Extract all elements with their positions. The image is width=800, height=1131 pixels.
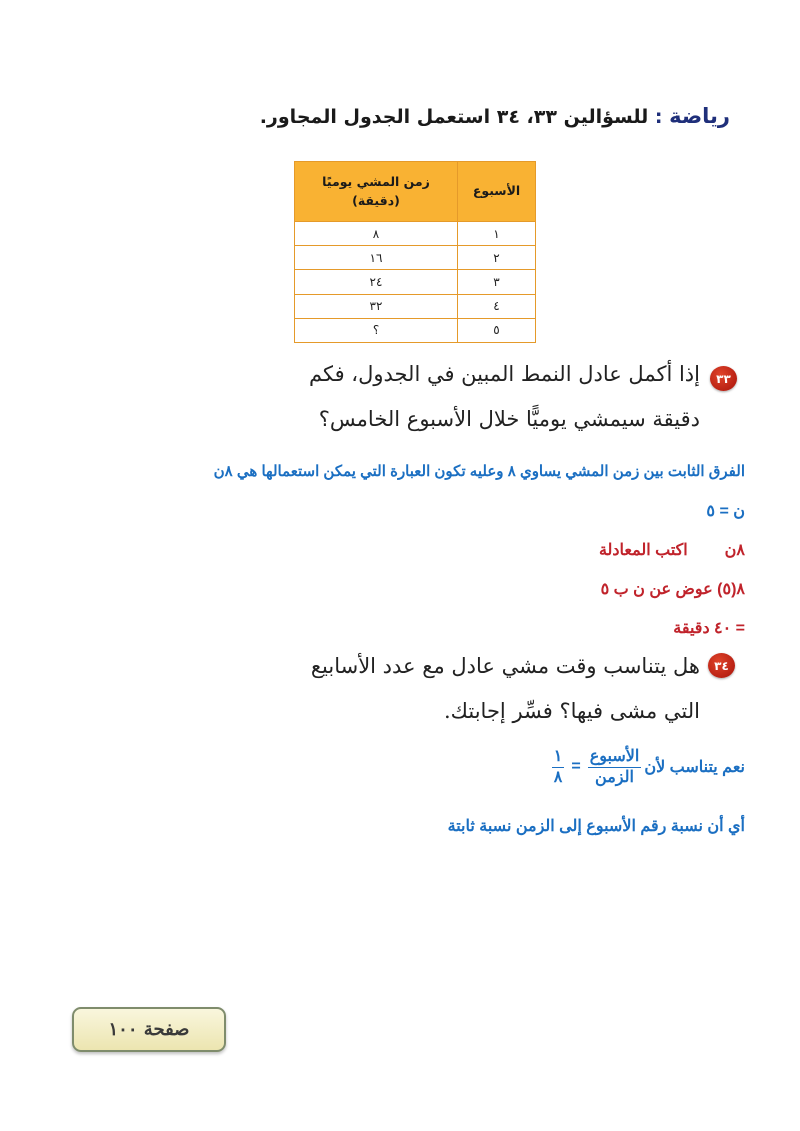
answer-33-line3: [599, 540, 745, 560]
table-cell-time: ٢٤: [295, 270, 458, 294]
question-34-line2: التي مشى فيها؟ فسِّر إجابتك.: [444, 699, 700, 723]
answer-34-prefix: نعم يتناسب لأن: [644, 759, 745, 777]
section-header: [260, 104, 730, 128]
fraction-denominator: ٨: [553, 768, 563, 786]
question-34-line1: هل يتناسب وقت مشي عادل مع عدد الأسابيع: [310, 654, 700, 678]
table-row: [295, 318, 536, 342]
page-number: صفحة ١٠٠: [108, 1019, 190, 1040]
question-33-badge: [710, 366, 737, 391]
fraction-denominator: الزمن: [595, 768, 634, 786]
answer-33-substitution: ٨(٥): [717, 581, 745, 598]
table-cell-week: ٢: [458, 246, 536, 270]
answer-33-line1: الفرق الثابت بين زمن المشي يساوي ٨ وعليه تكون العبارة التي يمكن استعمالها هي ٨ن: [213, 463, 745, 480]
table-row: [295, 246, 536, 270]
answer-34-line2: أي أن نسبة رقم الأسبوع إلى الزمن نسبة ثابتة: [447, 818, 745, 835]
table-cell-time: ؟: [295, 318, 458, 342]
fraction-numerator: الأسبوع: [588, 748, 642, 768]
table-row: [295, 270, 536, 294]
walking-table: [294, 161, 536, 343]
table-header-time: [295, 162, 458, 222]
table-header-time-label: زمن المشي يوميًا: [322, 173, 430, 189]
header-separator: :: [654, 106, 663, 128]
table-row: [295, 222, 536, 246]
table-cell-week: ٣: [458, 270, 536, 294]
table-cell-week: ٤: [458, 294, 536, 318]
question-34-number: ٣٤: [714, 658, 729, 673]
question-34-badge: [708, 653, 735, 678]
question-33-line1: إذا أكمل عادل النمط المبين في الجدول، فكم: [309, 362, 700, 386]
page-number-tab: [72, 1007, 226, 1052]
table-cell-time: ١٦: [295, 246, 458, 270]
answer-34-line1: [549, 748, 745, 786]
equals-sign: =: [571, 758, 581, 776]
header-text: للسؤالين ٣٣، ٣٤ استعمل الجدول المجاور.: [259, 106, 649, 128]
table-cell-week: ١: [458, 222, 536, 246]
fraction-numerator: ١: [552, 748, 565, 768]
answer-33-result: = ٤٠ دقيقة: [673, 620, 745, 637]
table-cell-time: ٣٢: [295, 294, 458, 318]
fraction-week-over-time: [588, 748, 642, 786]
table-cell-time: ٨: [295, 222, 458, 246]
table-header-week-label: الأسبوع: [472, 183, 521, 199]
table-cell-week: ٥: [458, 318, 536, 342]
answer-33-expr: ٨ن: [724, 542, 745, 559]
answer-33-line2: ن = ٥: [706, 503, 745, 520]
question-33-number: ٣٣: [716, 371, 731, 386]
table-header-time-unit: (دقيقة): [352, 192, 400, 208]
header-keyword: رياضة: [669, 104, 730, 128]
question-33-line2: دقيقة سيمشي يوميًّا خلال الأسبوع الخامس؟: [318, 407, 700, 431]
fraction-one-eighth: [552, 748, 565, 786]
answer-33-line4: [601, 579, 745, 599]
table-header-week: [458, 162, 536, 222]
table-row: [295, 294, 536, 318]
answer-33-substitution-note: عوض عن ن ب ٥: [600, 581, 713, 598]
answer-33-note: اكتب المعادلة: [598, 542, 688, 559]
